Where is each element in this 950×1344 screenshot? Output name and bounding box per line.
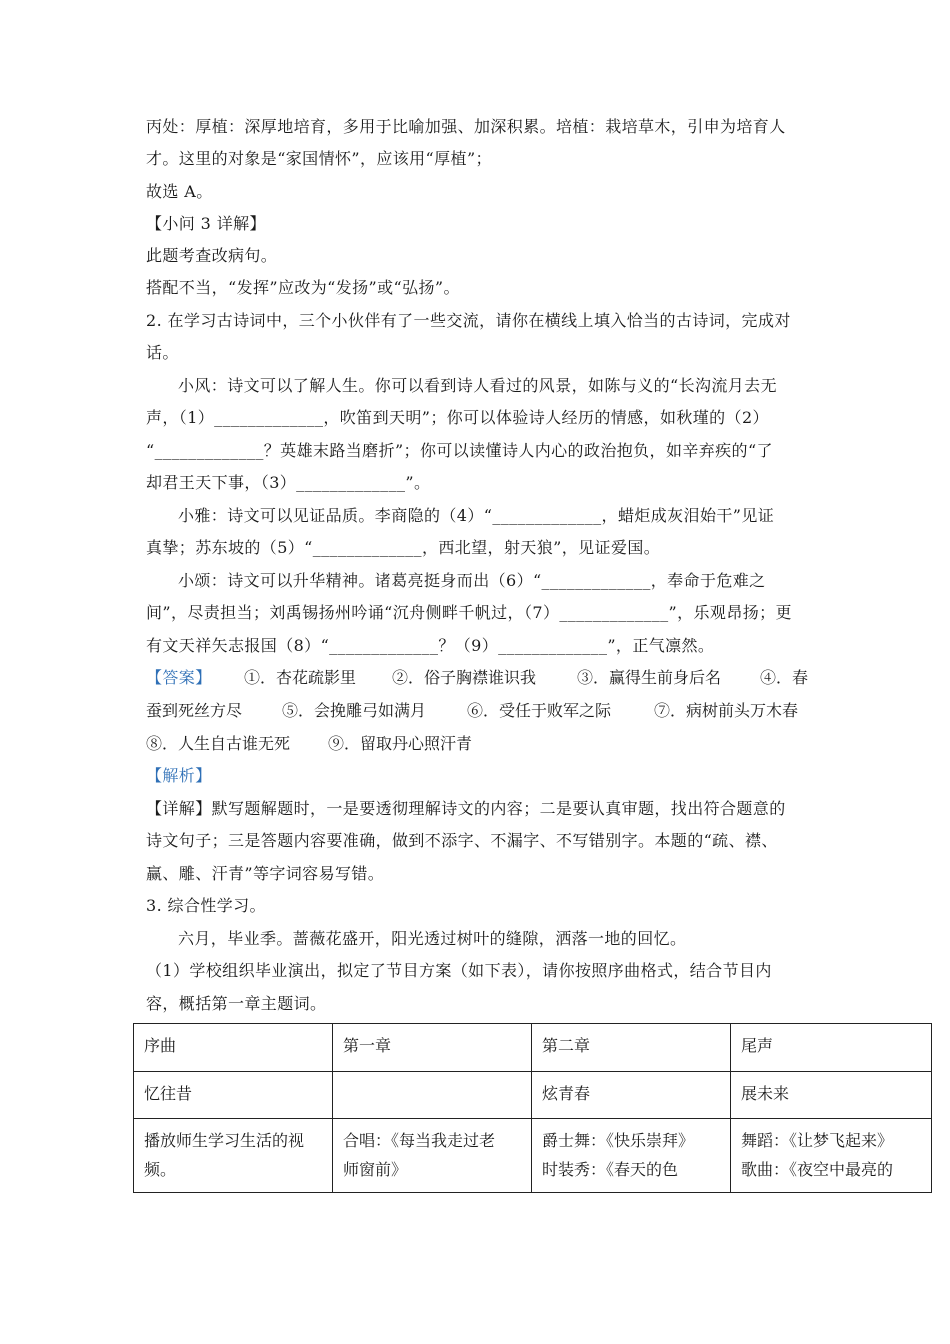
answer-item: ⑦．病树前头万木春 — [654, 701, 799, 720]
question-3-title: 3. 综合性学习。 — [146, 896, 266, 915]
text-line: 故选 A。 — [146, 182, 213, 201]
answer-item: ⑧．人生自古谁无死 — [146, 734, 291, 753]
detail-line: 赢、雕、汗青”等字词容易写错。 — [146, 864, 385, 883]
table-cell: 炫青春 — [532, 1072, 731, 1119]
answer-item: ⑤．会挽雕弓如满月 — [282, 701, 427, 720]
table-cell — [731, 1119, 932, 1193]
text-line: 此题考查改病句。 — [146, 246, 278, 265]
table-cell: 展未来 — [731, 1072, 932, 1119]
question-3-line: （1）学校组织毕业演出，拟定了节目方案（如下表），请你按照序曲格式，结合节目内 — [146, 961, 772, 980]
section-heading: 【小问 3 详解】 — [146, 214, 266, 233]
table-cell — [532, 1119, 731, 1193]
table-header-cell: 序曲 — [134, 1024, 333, 1072]
cell-text-line: 师窗前》 — [343, 1160, 408, 1179]
dialogue-line: “_____________？英雄末路当磨折”；你可以读懂诗人内心的政治抱负，如辛弃疾的“了 — [146, 441, 773, 460]
cell-text-line: 歌曲：《夜空中最亮的 — [741, 1160, 894, 1179]
table-header-cell: 尾声 — [731, 1024, 932, 1072]
table-row — [134, 1119, 932, 1193]
text-line: 丙处：厚植：深厚地培育，多用于比喻加强、加深积累。培植：栽培草木，引申为培育人 — [146, 117, 786, 136]
answer-item: 蚕到死丝方尽 — [146, 701, 243, 720]
table-header-row — [134, 1024, 932, 1072]
question-2-line: 2. 在学习古诗词中，三个小伙伴有了一些交流，请你在横线上填入恰当的古诗词，完成对 — [146, 311, 791, 330]
answer-item: ⑨．留取丹心照汗青 — [328, 734, 473, 753]
table-cell — [333, 1119, 532, 1193]
dialogue-line: 有文天祥矢志报国（8）“_____________？（9）_____________”，正气凛然。 — [146, 636, 715, 655]
analysis-label: 【解析】 — [146, 766, 212, 785]
answer-item: ⑥．受任于败军之际 — [467, 701, 612, 720]
table-row — [134, 1072, 932, 1119]
dialogue-line: 间”，尽责担当；刘禹锡扬州吟诵“沉舟侧畔千帆过，（7）_____________”，乐观昂扬；更 — [146, 603, 792, 622]
detail-line: 诗文句子；三是答题内容要准确，做到不添字、不漏字、不写错别字。本题的“疏、襟、 — [146, 831, 778, 850]
cell-text-line: 播放师生学习生活的视 — [144, 1131, 305, 1150]
question-3-line: 六月，毕业季。蔷薇花盛开，阳光透过树叶的缝隙，洒落一地的回忆。 — [178, 929, 687, 948]
answer-item: ④．春 — [760, 668, 809, 687]
question-3-line: 容，概括第一章主题词。 — [146, 994, 327, 1013]
dialogue-line: 声，（1）_____________，吹笛到天明”；你可以体验诗人经历的情感，如秋瑾的（2） — [146, 408, 769, 427]
dialogue-line: 却君王天下事，（3）_____________”。 — [146, 473, 431, 492]
detail-line: 【详解】默写题解题时，一是要透彻理解诗文的内容；二是要认真审题，找出符合题意的 — [146, 799, 786, 818]
table-cell: 忆往昔 — [134, 1072, 333, 1119]
answer-item: ①．杏花疏影里 — [244, 668, 357, 687]
dialogue-line: 小颂：诗文可以升华精神。诸葛亮挺身而出（6）“_____________，奉命于危难之 — [178, 571, 766, 590]
cell-text-line: 频。 — [144, 1160, 177, 1179]
dialogue-line: 小雅：诗文可以见证品质。李商隐的（4）“_____________，蜡炬成灰泪始干”见证 — [178, 506, 775, 525]
cell-text-line: 爵士舞：《快乐崇拜》 — [542, 1131, 695, 1150]
answer-label: 【答案】 — [146, 668, 212, 687]
cell-text-line: 时装秀：《春天的色 — [542, 1160, 679, 1179]
answer-item: ②．俗子胸襟谁识我 — [392, 668, 537, 687]
text-line: 才。这里的对象是“家国情怀”，应该用“厚植”； — [146, 149, 492, 168]
dialogue-line: 真挚；苏东坡的（5）“_____________，西北望，射天狼”，见证爱国。 — [146, 538, 661, 557]
table-cell-blank — [333, 1072, 532, 1119]
table-cell — [134, 1119, 333, 1193]
cell-text-line: 舞蹈：《让梦飞起来》 — [741, 1131, 894, 1150]
text-line: 搭配不当，“发挥”应改为“发扬”或“弘扬”。 — [146, 278, 460, 297]
dialogue-line: 小风：诗文可以了解人生。你可以看到诗人看过的风景，如陈与义的“长沟流月去无 — [178, 376, 777, 395]
question-2-line: 话。 — [146, 343, 179, 362]
answer-item: ③．赢得生前身后名 — [577, 668, 722, 687]
table-header-cell: 第二章 — [532, 1024, 731, 1072]
program-plan-table — [133, 1023, 932, 1193]
cell-text-line: 合唱：《每当我走过老 — [343, 1131, 496, 1150]
table-header-cell: 第一章 — [333, 1024, 532, 1072]
